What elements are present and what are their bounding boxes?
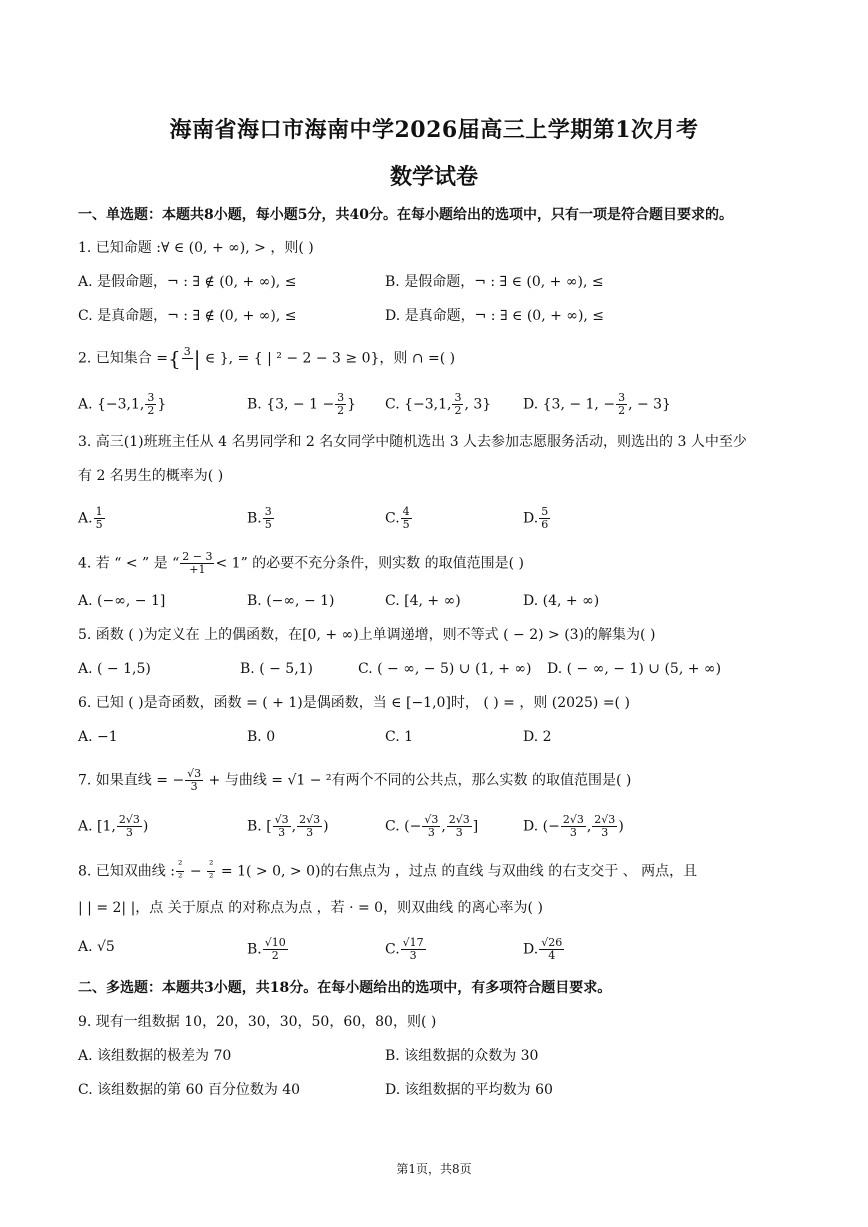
section-single-choice-heading: 一、单选题：本题共8小题，每小题5分，共40分。在每小题给出的选项中，只有一项是符合题目要求的。 (78, 207, 733, 223)
q3-option-d: D. $\frac{5}{6}$ (523, 505, 549, 531)
q2-stem-pre: 2. 已知集合 = (78, 350, 168, 367)
q7-option-a: A. [1, $\frac{2√3}{3}$ ) (78, 813, 149, 839)
q1-option-d: D. 是真命题，¬ : ∃ ∈ (0, + ∞), ≤ (385, 308, 605, 324)
section-multi-choice-heading: 二、多选题：本题共3小题，共18分。在每小题给出的选项中，有多项符合题目要求。 (78, 980, 612, 996)
q7-option-c: C. (− $\frac{√3}{3}$ , $\frac{2√3}{3}$ ] (385, 813, 479, 839)
page-footer: 第1页，共8页 (396, 1162, 472, 1176)
q5-option-b: B. ( − 5,1) (240, 661, 314, 677)
q2-stem-mid: ∈ }, = { | ² − 2 − 3 ≥ 0}，则 ∩ =( ) (200, 350, 456, 367)
q3-option-b: B. $\frac{3}{5}$ (247, 505, 272, 531)
q2-option-d: D. {3, − 1, − $\frac{3}{2}$ , − 3} (523, 391, 671, 417)
q9-option-d: D. 该组数据的平均数为 60 (385, 1082, 553, 1098)
q9-stem: 9. 现有一组数据 10，20，30，30，50，60，80，则( ) (78, 1014, 437, 1030)
q4-option-d: D. (4, + ∞) (523, 593, 600, 609)
q1-option-a: A. 是假命题，¬ : ∃ ∉ (0, + ∞), ≤ (78, 274, 297, 290)
q7-option-b: B. [ $\frac{√3}{3}$ , $\frac{2√3}{3}$ ) (247, 813, 329, 839)
q3-stem-line1: 3. 高三(1)班班主任从 4 名男同学和 2 名女同学中随机选出 3 人去参加志愿服务活动，则选出的 3 人中至少 (78, 434, 747, 450)
q6-option-a: A. −1 (78, 729, 118, 745)
exam-title: 海南省海口市海南中学2026届高三上学期第1次月考 (169, 117, 699, 143)
q4-option-c: C. [4, + ∞) (385, 593, 461, 609)
q9-option-c: C. 该组数据的第 60 百分位数为 40 (78, 1082, 301, 1098)
q2-option-b: B. {3, − 1 − $\frac{3}{2}$ } (247, 391, 357, 417)
q2-set-fraction: 3 (183, 345, 191, 358)
q2-stem: 2. 已知集合 ={ 3 | ∈ }, = { | ² − 2 − 3 ≥ 0}，则 ∩ =( ) (78, 345, 456, 371)
q9-option-b: B. 该组数据的众数为 30 (385, 1048, 539, 1064)
q8-option-a: A. √5 (78, 939, 115, 955)
q3-option-a: A. $\frac{1}{5}$ (78, 505, 103, 531)
q7-stem: 7. 如果直线 = − $\frac{√3}{3}$ + 与曲线 = √1 − ²有两个不同的公共点，那么实数 的取值范围是( ) (78, 767, 632, 793)
q9-option-a: A. 该组数据的极差为 70 (78, 1048, 232, 1064)
q5-option-d: D. ( − ∞, − 1) ∪ (5, + ∞) (547, 661, 722, 677)
q8-option-b: B. $\frac{√10}{2}$ (247, 936, 286, 962)
q8-option-d: D. $\frac{√26}{4}$ (523, 936, 563, 962)
q8-stem-line2: | | = 2| |，点 关于原点 的对称点为点 ，若 · = 0，则双曲线 的离心率为( ) (78, 900, 543, 916)
q8-option-c: C. $\frac{√17}{3}$ (385, 936, 424, 962)
q2-option-a: A. {−3,1, $\frac{3}{2}$ } (78, 391, 167, 417)
q1-option-c: C. 是真命题，¬ : ∃ ∉ (0, + ∞), ≤ (78, 308, 297, 324)
q5-option-c: C. ( − ∞, − 5) ∪ (1, + ∞) (358, 661, 532, 677)
q5-option-a: A. ( − 1,5) (78, 661, 151, 677)
q4-option-a: A. (−∞, − 1] (78, 593, 166, 609)
q4-stem: 4. 若 “ < ” 是 “ $\frac{2 - 3}{+1}$ < 1” 的必要不充分条件，则实数 的取值范围是( ) (78, 550, 525, 576)
q4-option-b: B. (−∞, − 1) (247, 593, 335, 609)
q6-option-b: B. 0 (247, 729, 276, 745)
q6-option-d: D. 2 (523, 729, 552, 745)
exam-subtitle: 数学试卷 (389, 164, 478, 190)
q1-stem: 1. 已知命题 :∀ ∈ (0, + ∞), > ，则( ) (78, 240, 314, 256)
q1-option-b: B. 是假命题，¬ : ∃ ∈ (0, + ∞), ≤ (385, 274, 604, 290)
q3-stem-line2: 有 2 名男生的概率为( ) (78, 468, 224, 484)
q6-stem: 6. 已知 ( )是奇函数，函数 = ( + 1)是偶函数，当 ∈ [−1,0]时， ( ) = ，则 (2025) =( ) (78, 695, 630, 711)
q7-option-d: D. (− $\frac{2√3}{3}$ , $\frac{2√3}{3}$ ) (523, 813, 624, 839)
q8-stem-line1: 8. 已知双曲线 : $\frac{\text{²}}{\text{²}}$ − $\frac{\text{²}}{\text{²}}$ = 1( > 0, > 0)的右焦点为 ，过点 的直线 与双曲线 的右支交于 、 两点，且 (78, 858, 698, 884)
q3-option-c: C. $\frac{4}{5}$ (385, 505, 410, 531)
q5-stem: 5. 函数 ( )为定义在 上的偶函数，在[0, + ∞)上单调递增，则不等式 ( − 2) > (3)的解集为( ) (78, 627, 656, 643)
q2-option-c: C. {−3,1, $\frac{3}{2}$ , 3} (385, 391, 492, 417)
q6-option-c: C. 1 (385, 729, 414, 745)
